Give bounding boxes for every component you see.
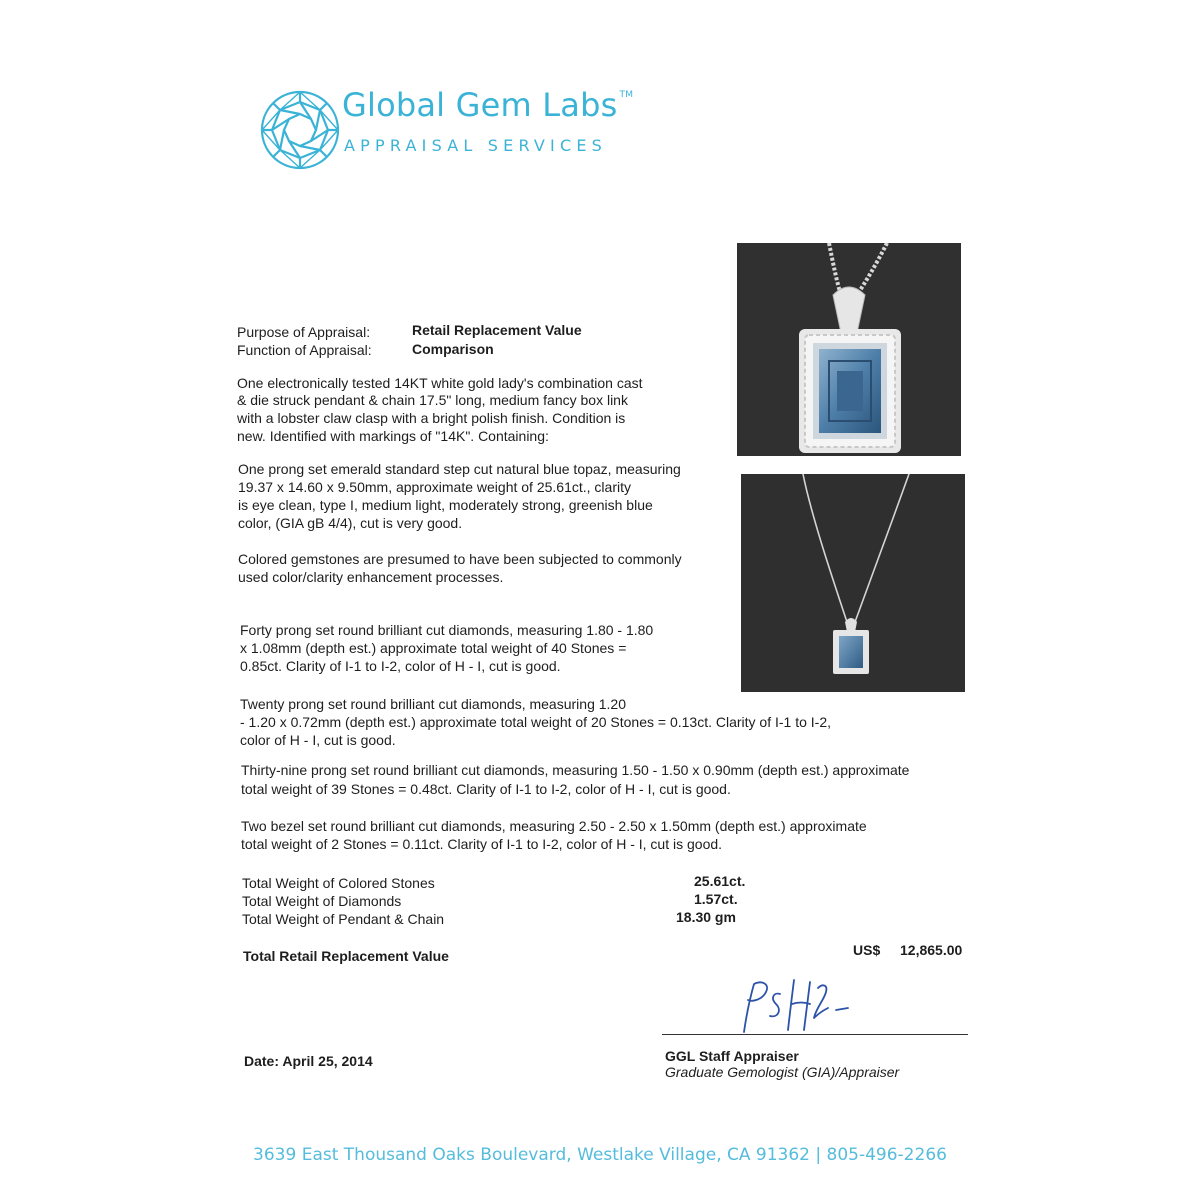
trademark: TM [619, 90, 634, 100]
total-diamonds-value: 1.57ct. [694, 891, 738, 907]
appraisal-date: Date: April 25, 2014 [244, 1053, 373, 1069]
value-currency: US$ [853, 942, 881, 958]
description-line: with a lobster claw clasp with a bright polish finish. Condition is [237, 410, 626, 426]
appraiser-credential: Graduate Gemologist (GIA)/Appraiser [665, 1064, 900, 1080]
total-pendant-label: Total Weight of Pendant & Chain [242, 911, 445, 927]
description-line: & die struck pendant & chain 17.5" long, medium fancy box link [237, 392, 628, 408]
diamonds-39-line: Thirty-nine prong set round brilliant cut diamonds, measuring 1.50 - 1.50 x 0.90mm (depth est.) approximate [241, 762, 910, 778]
footer-address: 3639 East Thousand Oaks Boulevard, Westlake Village, CA 91362 | 805-496-2266 [253, 1145, 947, 1165]
gem-outline-icon [258, 88, 342, 172]
topaz-line: 19.37 x 14.60 x 9.50mm, approximate weight of 25.61ct., clarity [238, 479, 631, 495]
description-line: One electronically tested 14KT white gold lady's combination cast [237, 375, 643, 391]
diamonds-40-line: x 1.08mm (depth est.) approximate total weight of 40 Stones = [240, 640, 627, 656]
pendant-chain-photo [741, 474, 965, 692]
pendant-closeup-photo [737, 243, 961, 456]
diamonds-40-line: 0.85ct. Clarity of I-1 to I-2, color of H - I, cut is good. [240, 658, 561, 674]
diamonds-2-line: Two bezel set round brilliant cut diamonds, measuring 2.50 - 2.50 x 1.50mm (depth est.) approximate [241, 818, 867, 834]
diamonds-20-line: color of H - I, cut is good. [240, 732, 396, 748]
topaz-line: is eye clean, type I, medium light, moderately strong, greenish blue [238, 497, 653, 513]
purpose-label: Purpose of Appraisal: [237, 324, 371, 340]
diamonds-2-line: total weight of 2 Stones = 0.11ct. Clarity of I-1 to I-2, color of H - I, cut is good. [241, 836, 723, 852]
total-pendant-value: 18.30 gm [676, 909, 736, 925]
topaz-line: One prong set emerald standard step cut natural blue topaz, measuring [238, 461, 681, 477]
total-diamonds-label: Total Weight of Diamonds [242, 893, 402, 909]
diamonds-20-line: - 1.20 x 0.72mm (depth est.) approximate total weight of 20 Stones = 0.13ct. Clarity of I-1 to I-2, [240, 714, 832, 730]
brand-tagline: APPRAISAL SERVICES [344, 136, 607, 155]
purpose-value: Retail Replacement Value [412, 322, 582, 338]
brand-name: Global Gem Labs ™ [342, 86, 634, 124]
total-colored-value: 25.61ct. [694, 873, 746, 889]
treatment-line: used color/clarity enhancement processes. [238, 569, 504, 585]
diamonds-20-line: Twenty prong set round brilliant cut diamonds, measuring 1.20 [240, 696, 626, 712]
diamonds-39-line: total weight of 39 Stones = 0.48ct. Clarity of I-1 to I-2, color of H - I, cut is good. [241, 781, 731, 797]
diamonds-40-line: Forty prong set round brilliant cut diamonds, measuring 1.80 - 1.80 [240, 622, 654, 638]
total-colored-label: Total Weight of Colored Stones [242, 875, 435, 891]
function-value: Comparison [412, 341, 494, 357]
function-label: Function of Appraisal: [237, 342, 372, 358]
signature-line [662, 1034, 968, 1035]
replacement-value-label: Total Retail Replacement Value [243, 948, 449, 964]
appraiser-title: GGL Staff Appraiser [665, 1048, 799, 1064]
description-line: new. Identified with markings of "14K". Containing: [237, 428, 549, 444]
value-amount: 12,865.00 [900, 942, 963, 958]
topaz-line: color, (GIA gB 4/4), cut is very good. [238, 515, 463, 531]
handwritten-signature-icon [736, 974, 856, 1036]
treatment-line: Colored gemstones are presumed to have been subjected to commonly [238, 551, 682, 567]
